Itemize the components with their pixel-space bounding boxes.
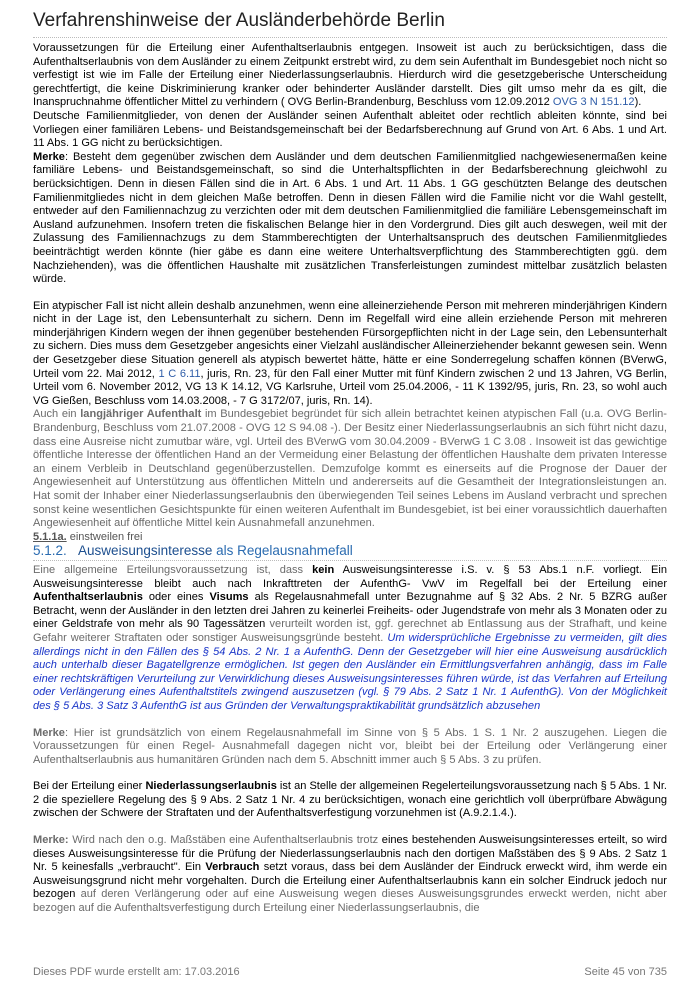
paragraph-text: Voraussetzungen für die Erteilung einer Aufenthaltserlaubnis entgegen. Insoweit ist auch zu berücksichtigen, dass die Aufenthaltserlaubnis von dem Ausländer zu einem Zeitpunkt erstrebt wird, zu dem sein Aufenthalt im Bundesgebiet noch nicht so verfestigt ist wie im Falle der Erteilung einer Niederlassungserlaubnis. Hierdurch wird die gesetzgeberische Unterscheidung gerechtfertigt, die keine Diskriminierung kranker oder behinderter Ausländer darstellt. Dies gilt umso mehr da es gilt, die Inanspruchnahme öffentlicher Mittel zu verhindern ( OVG Berlin-Brandenburg, Beschluss vom 12.09.2012	[33, 42, 667, 109]
paragraph-text: Eine allgemeine Erteilungsvoraussetzung ist, dass	[33, 563, 313, 576]
page-header-title: Verfahrenshinweise der Ausländerbehörde Berlin	[33, 10, 667, 38]
paragraph-text: eines bestehenden Ausweisungsinteresses erteilt, so wird dieses Ausweisungsinteresse für die Prüfung der Niederlassungserlaubnis nach den dortigen Maßstäben des § 9 Abs. 2 Satz 1 Nr. 5 keinesfalls „verbraucht". Ein	[33, 834, 667, 874]
bold-term: langjähriger Aufenthalt	[80, 408, 202, 421]
section-number: 5.1.2.	[33, 543, 67, 559]
paragraph-text: Ausweisungsinteresse i.S. v. § 53 Abs.1 n.F. vorliegt. Ein Ausweisungsinteresse bleibt auch nach Inkrafttreten der AufenthG- VwV im Regelfall bei der Erteilung einer	[33, 563, 667, 590]
document-body	[33, 42, 667, 916]
paragraph-text: Auch ein	[33, 408, 81, 421]
paragraph-expulsion-interest	[33, 564, 667, 714]
paragraph-long-stay	[33, 408, 667, 530]
bold-term: Visums	[209, 591, 249, 604]
paragraph-text: oder eines	[142, 591, 210, 604]
paragraph-text: Bei der Erteilung einer	[33, 780, 146, 793]
bold-term: Aufenthaltserlaubnis	[33, 591, 143, 604]
paragraph-text: : Hier ist grundsätzlich von einem Regelausnahmefall im Sinne von § 5 Abs. 1 S. 1 Nr. 2 auszugehen. Liegen die Voraussetzungen für einen Regel- Ausnahmefall dagegen nicht vor, bleibt bei der Erteilung oder Verlängerung einer Aufenthaltserlaubnis aus humanitären Gründen nach dem 5. Abschnitt immer auch § 5 Abs. 3 zu prüfen.	[33, 726, 667, 766]
paragraph-text: : Besteht dem gegenüber zwischen dem Ausländer und dem deutschen Familienmitglied nachgewiesenermaßen keine familiäre Lebens- und Beistandsgemeinschaft, so sind die Unterhaltspflichten in der Bedarfsberechnung gleichwohl zu berücksichtigen. Denn in diesen Fällen sind die in Art. 6 Abs. 1 und Art. 11 Abs. 1 GG geschützten Belange des deutschen Familienmitgliedes nicht in dem gleichen Maße betroffen. Denn in diesen Fällen wird die Familie nicht vor die Wahl gestellt, entweder auf den Familiennachzug zu verzichten oder mit dem deutschen Familienmitglied die familiäre Lebensgemeinschaft im Ausland aufzunehmen. Insofern treten die fiskalischen Belange hier in den Vordergrund. Dies gilt auch deswegen, weil mit der Zulassung des Familiennachzugs zu dem Stammberechtigten der Unterhaltsanspruch des deutschen Familienmitgliedes beeinträchtigt werden könnte (hier gäbe es dann eine weitere Unterhaltsverpflichtung des Stammberechtigten ggü. dem Nachziehenden), was die öffentlichen Haushalte mit zusätzlichen Transferleistungen zumindest mittelbar zusätzlich belasten würde.	[33, 150, 667, 286]
paragraph-text: verurteilt worden ist, ggf. gerechnet ab Entlassung aus der Strafhaft, und keine Gefahr weiterer Straftaten oder sonstiger Ausweisungsgründe besteht.	[33, 618, 667, 644]
bold-term: kein	[312, 563, 335, 576]
merke-label: Merke:	[33, 834, 69, 847]
paragraph-requirements	[33, 42, 667, 110]
section-heading-5-1-2	[33, 544, 667, 561]
paragraph-text: , juris, Rn. 23, für den Fall einer Mutter mit fünf Kindern zwischen 2 und 13 Jahren, VG Berlin, Urteil vom 6. November 2012, VG 13 K 14.12, VG Karlsruhe, Urteil vom 25.04.2006, - 11 K 1392/95, juris, Rn. 23, so wohl auch VG Gießen, Beschluss vom 14.03.2008, - 7 G 3172/07, juris, Rn. 14).	[33, 367, 667, 407]
paragraph-text: als Regelausnahmefall unter Bezugnahme auf § 32 Abs. 2 Nr. 5 BZRG außer Betracht, wenn der Ausländer in den letzten drei Jahren zu keinerlei Freiheits- oder Jugendstrafe von mehr als 3 Monaten oder zu einer Geldstrafe von mehr als 90 Tagessätzen	[33, 591, 667, 631]
paragraph-merke-family	[33, 151, 667, 287]
page-footer	[33, 966, 667, 978]
paragraph-merke-regular-exception	[33, 727, 667, 768]
paragraph-merke-consumption	[33, 834, 667, 916]
paragraph-text: ist an Stelle der allgemeinen Regelerteilungsvoraussetzung nach § 5 Abs. 1 Nr. 2 die speziellere Regelung des § 9 Abs. 2 Satz 1 Nr. 4 zu berücksichtigen, wonach eine gerichtlich voll überprüfbare Abwägung zwischen der Schwere der Straftaten und der Aufenthaltsverfestigung vorzunehmen ist (A.9.2.1.4.).	[33, 780, 667, 820]
section-title-main: Ausweisungsinteresse	[78, 543, 213, 559]
merke-label: Merke	[33, 150, 65, 163]
highlighted-note: Um widersprüchliche Ergebnisse zu vermeiden, gilt dies allerdings nicht in den Fällen des § 54 Abs. 2 Nr. 1 a AufenthG. Denn der Gesetzgeber will hier eine Ausweisung ausdrücklich auch unterhalb dieser Bagatellgrenze ermöglichen. Ist gegen den Ausländer ein Ermittlungsverfahren anhängig, dass im Falle einer rechtskräftigen Verurteilung zur Verwirklichung dieses Ausweisungsinteresses führen würde, ist das Verfahren auf Erteilung oder Verlängerung eines Aufenthaltstitels zwingend auszusetzen (vgl. § 79 Abs. 2 Satz 1 Nr. 1 AufenthG). Von der Möglichkeit des § 5 Abs. 3 Satz 3 AufenthG ist aus Gründen der Verwaltungspraktikabilität grundsätzlich abzusehen	[33, 631, 667, 712]
paragraph-atypical-case	[33, 300, 667, 409]
subsection-text: einstweilen frei	[66, 530, 143, 543]
subsection-5-1-1a	[33, 531, 667, 545]
bold-term: Niederlassungserlaubnis	[145, 780, 277, 793]
paragraph-text: Ein atypischer Fall ist nicht allein deshalb anzunehmen, wenn eine alleinerziehende Person mit mehreren minderjährigen Kindern nicht in der Lage ist, den Lebensunterhalt zu sichern. Denn im Regelfall wird eine allein erziehende Person mit mehreren minderjährigen Kindern wegen der ihnen gegenüber bestehenden Fürsorgepflichten nicht in der Lage sein, den Lebensunterhalt zu sichern. Dies muss dem Gesetzgeber angesichts einer Vielzahl ausländischer Alleinerziehender bekannt gewesen sein. Wenn der Gesetzgeber diese Situation generell als atypisch bewertet hätte, hätte er eine Sonderregelung schaffen können (BVerwG, Urteil vom 22. Mai 2012,	[33, 299, 667, 380]
bold-term: Verbrauch	[205, 861, 260, 874]
subsection-number: 5.1.1a.	[33, 530, 67, 543]
page-number: Seite 45 von 735	[584, 966, 667, 978]
paragraph-text: im Bundesgebiet begründet für sich allein betrachtet keinen atypischen Fall (u.a. OVG Berlin-Brandenburg, Beschluss vom 21.07.2008 - OVG 12 S 94.08 -). Der Besitz einer Niederlassungserlaubnis an sich führt nicht dazu, dass eine Ausreise nicht zumutbar wäre, vgl. Urteil des BVerwG vom 30.04.2009 - BVerwG 1 C 3.08 . Insoweit ist das gewichtige öffentliche Interesse der öffentlichen Hand an der Vermeidung einer Belastung der öffentlichen Haushalte dem privaten Interesse an einem Verbleib in Deutschland gegenüberzustellen. Demzufolge kommt es einerseits auf die Prognose der Dauer der Angewiesenheit auf Unterstützung aus öffentlichen Mitteln und andererseits auf die Gesamtheit der Integrationsleistungen an. Hat somit der Inhaber einer Niederlassungserlaubnis den überwiegenden Teil seines Lebens im Ausland verbracht und sprechen sonst keine wesentlichen Gesichtspunkte für einen weiteren Aufenthalt im Bundesgebiet, ist bei einer voraussichtlich dauerhaften Angewiesenheit auf öffentliche Mittel kein Ausnahmefall anzunehmen.	[33, 408, 667, 530]
paragraph-text: Wird nach den o.g. Maßstäben eine Aufenthaltserlaubnis trotz	[68, 834, 382, 847]
court-reference-link[interactable]: OVG 3 N 151.12	[552, 96, 635, 109]
paragraph-family-members: Deutsche Familienmitglieder, von denen der Ausländer seinen Aufenthalt ableitet oder rechtlich ableiten könnte, sind bei Vorliegen einer familiären Lebens- und Beistandsgemeinschaft bei der Bedarfsberechnung auf Grund von Art. 6 Abs. 1 und Art. 11 Abs. 1 GG nicht zu berücksichtigen.	[33, 109, 667, 150]
pdf-created-date: Dieses PDF wurde erstellt am: 17.03.2016	[33, 966, 240, 978]
paragraph-settlement-permit	[33, 780, 667, 821]
merke-label: Merke	[33, 726, 65, 739]
paragraph-text: ).	[634, 96, 642, 109]
court-reference-link[interactable]: 1 C 6.11	[158, 367, 201, 380]
section-title-rest: als Regelausnahmefall	[212, 543, 353, 559]
paragraph-text: setzt voraus, dass bei dem Ausländer der Eindruck erweckt wird, ihm werde ein Ausweisungsgrund nicht mehr vorgehalten. Durch die Erteilung einer Aufenthaltserlaubnis kann ein solcher Eindruck jedoch nur bezogen	[33, 861, 667, 901]
paragraph-text: auf deren Verlängerung oder auf eine Ausweisung wegen dieses Ausweisungsgrundes erweckt werden, nicht aber bezogen auf die Aufenthaltsverfestigung durch Erteilung einer Niederlassungserlaubnis, die	[33, 888, 667, 915]
